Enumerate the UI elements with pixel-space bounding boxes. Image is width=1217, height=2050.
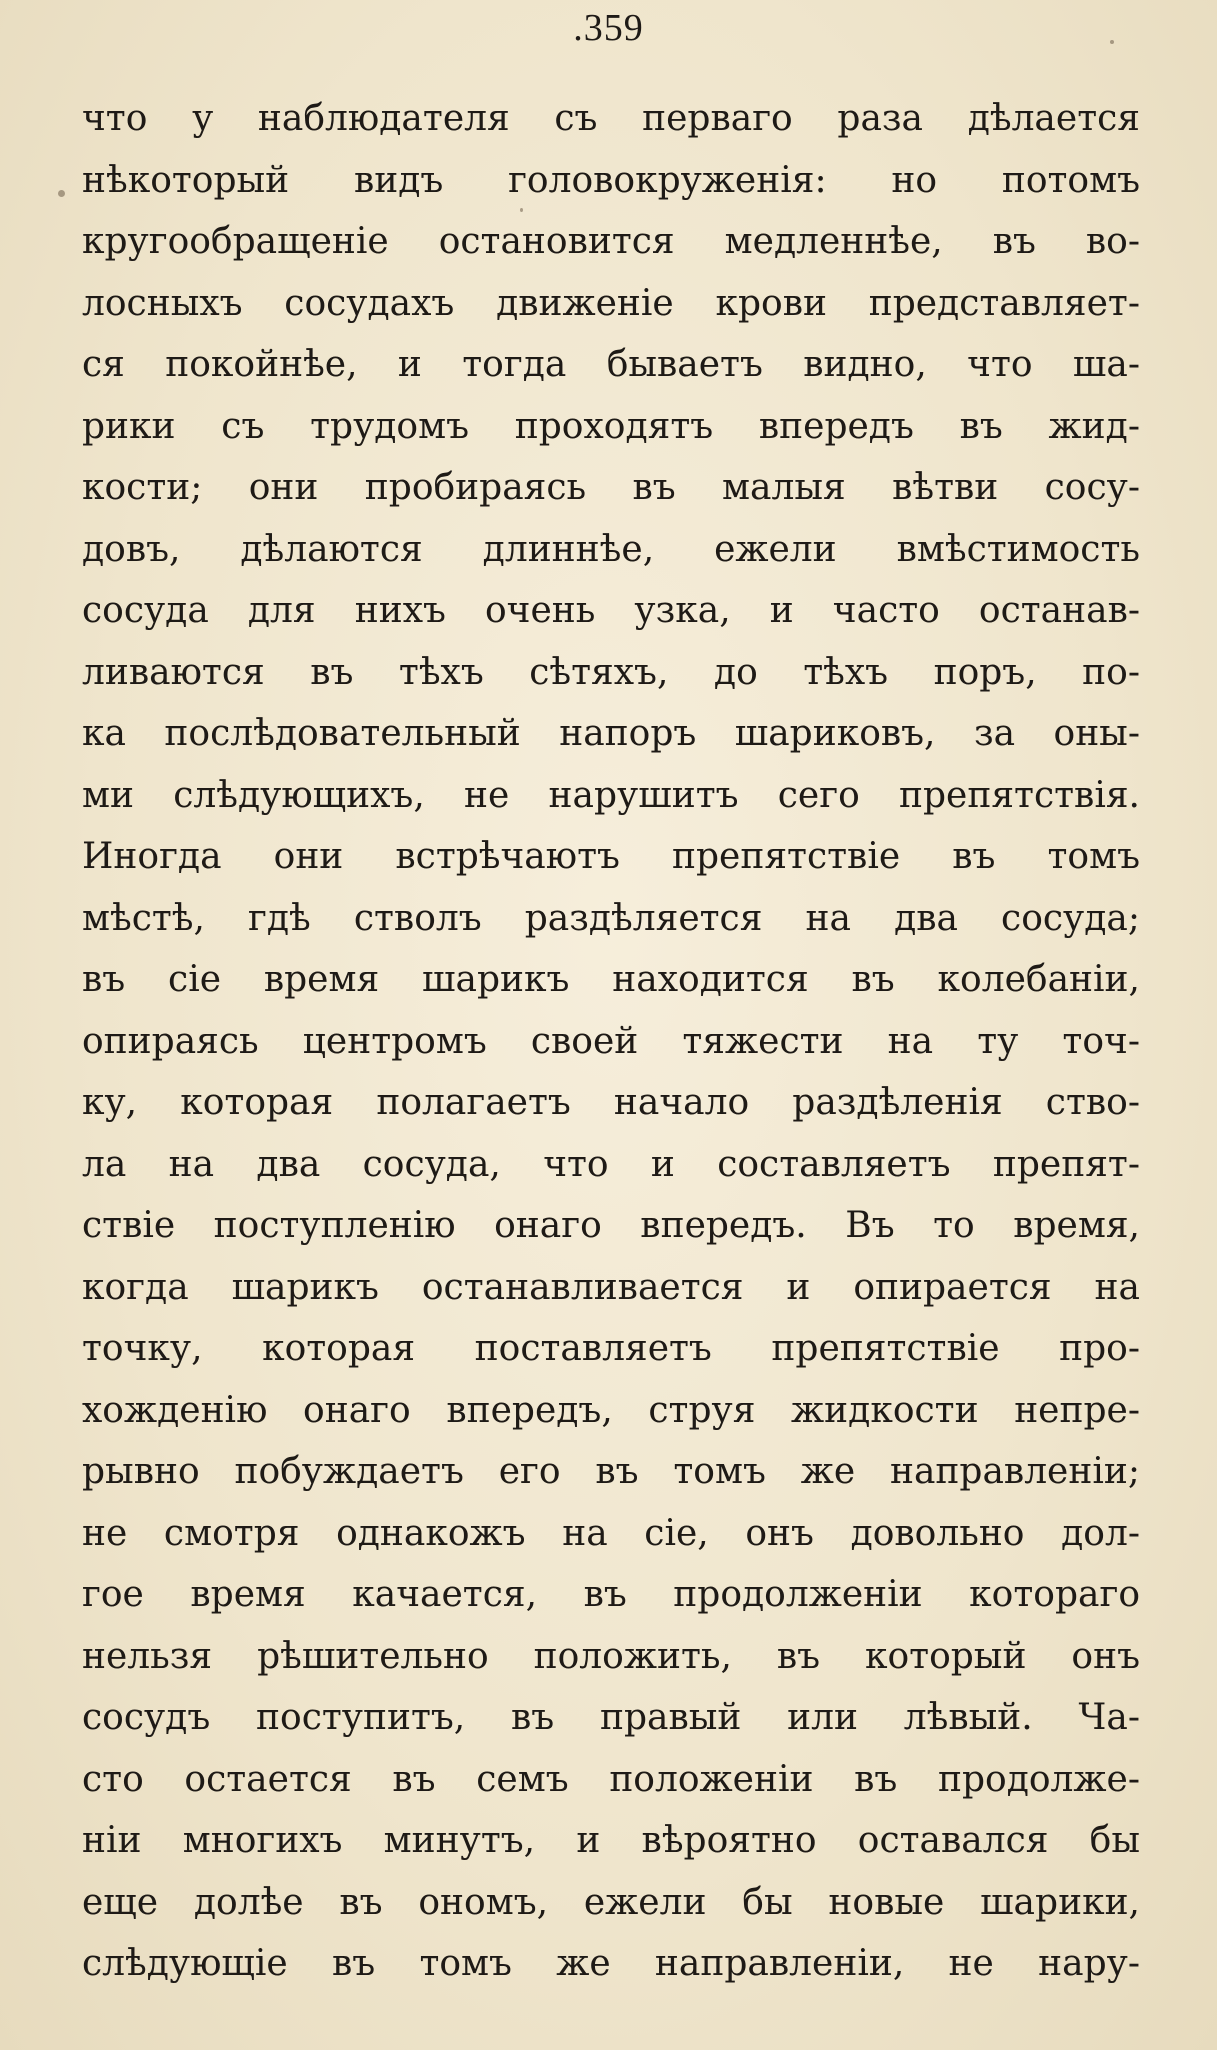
text-line: сто остается въ семъ положеніи въ продолже- xyxy=(82,1758,1140,1800)
text-line: ливаются въ тѣхъ сѣтяхъ, до тѣхъ поръ, по- xyxy=(82,651,1140,693)
text-line: ку, которая полагаетъ начало раздѣленія ство- xyxy=(82,1082,1140,1123)
text-line: не смотря однакожъ на сіе, онъ довольно дол- xyxy=(82,1512,1140,1554)
text-line: нельзя рѣшительно положить, въ который онъ xyxy=(82,1635,1140,1677)
text-line: нѣкоторый видъ головокруженія: но потомъ xyxy=(82,159,1140,201)
text-line: мѣстѣ, гдѣ стволъ раздѣляется на два сосуда; xyxy=(82,897,1140,939)
text-line: когда шарикъ останавливается и опирается на xyxy=(82,1266,1140,1308)
text-line: ми слѣдующихъ, не нарушитъ сего препятствія. xyxy=(82,774,1140,816)
text-line: Иногда они встрѣчаютъ препятствіе въ томъ xyxy=(82,836,1140,877)
text-line: рики съ трудомъ проходятъ впередъ въ жид- xyxy=(82,405,1140,447)
ink-speck xyxy=(58,190,65,197)
text-line: точку, которая поставляетъ препятствіе про- xyxy=(82,1328,1140,1369)
text-line: слѣдующіе въ томъ же направленіи, не нару- xyxy=(82,1943,1140,1984)
text-line: хожденію онаго впередъ, струя жидкости непре- xyxy=(82,1389,1140,1431)
text-line: ка послѣдовательный напоръ шариковъ, за оны- xyxy=(82,713,1140,754)
text-line: кости; они пробираясь въ малыя вѣтви сосу- xyxy=(82,467,1140,508)
text-line: сосудъ поступитъ, въ правый или лѣвый. Ча- xyxy=(82,1697,1140,1738)
text-line: ла на два сосуда, что и составляетъ препят- xyxy=(82,1143,1140,1185)
body-text xyxy=(82,88,1140,1995)
text-line: ніи многихъ минутъ, и вѣроятно оставался бы xyxy=(82,1820,1140,1861)
text-line: въ сіе время шарикъ находится въ колебаніи, xyxy=(82,959,1140,1000)
text-line: сосуда для нихъ очень узка, и часто останав- xyxy=(82,590,1140,631)
text-line: опираясь центромъ своей тяжести на ту точ- xyxy=(82,1020,1140,1062)
text-line: что у наблюдателя съ перваго раза дѣлается xyxy=(82,98,1140,139)
text-line: рывно побуждаетъ его въ томъ же направленіи; xyxy=(82,1451,1140,1492)
text-line: кругообращеніе остановится медленнѣе, въ во- xyxy=(82,221,1140,262)
text-line: лосныхъ сосудахъ движеніе крови представляет- xyxy=(82,282,1140,324)
text-line: довъ, дѣлаются длиннѣе, ежели вмѣстимость xyxy=(82,528,1140,570)
text-line: еще долѣе въ ономъ, ежели бы новые шарики, xyxy=(82,1881,1140,1923)
text-line: гое время качается, въ продолженіи котораго xyxy=(82,1574,1140,1615)
page-number: .359 xyxy=(573,7,644,49)
text-line: ся покойнѣе, и тогда бываетъ видно, что ша- xyxy=(82,344,1140,385)
text-line: ствіе поступленію онаго впередъ. Въ то время, xyxy=(82,1205,1140,1246)
